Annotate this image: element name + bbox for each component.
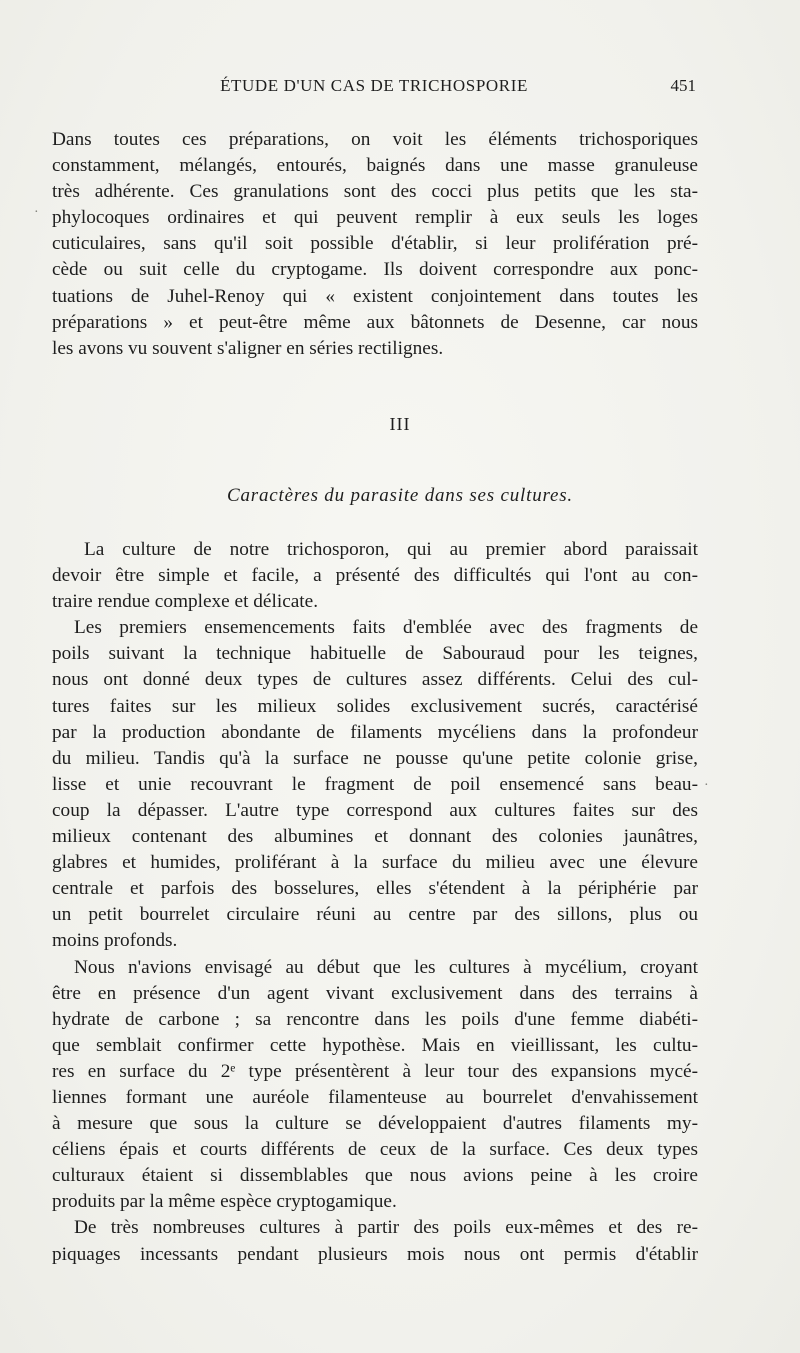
text-line: lisse et unie recouvrant le fragment de poil ensemencé sans beau- [52, 773, 698, 795]
text-line: poils suivant la technique habituelle de Sabouraud pour les teignes, [52, 643, 698, 665]
text-line: piquages incessants pendant plusieurs mois nous ont permis d'établir [52, 1243, 698, 1265]
running-title: ÉTUDE D'UN CAS DE TRICHOSPORIE [220, 76, 528, 95]
text-line: milieux contenant des albumines et donnant des colonies jaunâtres, [52, 826, 698, 848]
text-line: un petit bourrelet circulaire réuni au centre par des sillons, plus ou [52, 904, 698, 926]
section-number: III [389, 414, 411, 434]
text-line: res en surface du 2ᵉ type présentèrent à leur tour des expansions mycé- [52, 1060, 698, 1082]
page-number: 451 [670, 76, 696, 95]
text-line: nous ont donné deux types de cultures assez différents. Celui des cul- [52, 669, 698, 691]
text-line: Les premiers ensemencements faits d'emblée avec des fragments de [74, 617, 698, 639]
text-line: moins profonds. [52, 930, 178, 952]
text-line: glabres et humides, proliférant à la surface du milieu avec une élevure [52, 852, 698, 874]
text-line: culturaux étaient si dissemblables que nous avions peine à les croire [52, 1165, 698, 1187]
text-line: phylocoques ordinaires et qui peuvent remplir à eux seuls les loges [52, 207, 698, 229]
running-head [52, 76, 696, 102]
text-line: traire rendue complexe et délicate. [52, 591, 319, 613]
text-line: tures faites sur les milieux solides exclusivement sucrés, caractérisé [52, 695, 698, 717]
text-line: cède ou suit celle du cryptogame. Ils doivent correspondre aux ponc- [52, 259, 698, 281]
text-line: Nous n'avions envisagé au début que les cultures à mycélium, croyant [74, 956, 698, 978]
text-line: Dans toutes ces préparations, on voit les éléments trichosporiques [52, 129, 698, 150]
text-line: hydrate de carbone ; sa rencontre dans les poils d'une femme diabéti- [52, 1008, 698, 1030]
text-line: du milieu. Tandis qu'à la surface ne pousse qu'une petite colonie grise, [52, 747, 698, 769]
text-line: préparations » et peut-être même aux bâtonnets de Desenne, car nous [52, 311, 698, 333]
margin-speck: · [34, 205, 39, 220]
section-heading: Caractères du parasite dans ses cultures. [227, 485, 573, 506]
text-line: que semblait confirmer cette hypothèse. Mais en vieillissant, les cultu- [52, 1034, 698, 1056]
text-line: La culture de notre trichosporon, qui au premier abord paraissait [84, 539, 698, 560]
text-line: De très nombreuses cultures à partir des poils eux-mêmes et des re- [74, 1217, 698, 1239]
paragraph-2 [52, 537, 698, 1268]
paragraph-1 [52, 127, 698, 362]
text-line: à mesure que sous la culture se développaient d'autres filaments my- [52, 1113, 698, 1135]
text-line: liennes formant une auréole filamenteuse au bourrelet d'envahissement [52, 1086, 698, 1108]
text-line: coup la dépasser. L'autre type correspond aux cultures faites sur des [52, 799, 698, 821]
text-line: par la production abondante de filaments mycéliens dans la profondeur [52, 721, 698, 743]
text-line: constamment, mélangés, entourés, baignés dans une masse granuleuse [52, 155, 698, 177]
text-line: cuticulaires, sans qu'il soit possible d'établir, si leur prolifération pré- [52, 233, 698, 255]
text-line: centrale et parfois des bosselures, elles s'étendent à la périphérie par [52, 878, 698, 900]
text-line: tuations de Juhel-Renoy qui « existent conjointement dans toutes les [52, 285, 698, 307]
text-line: très adhérente. Ces granulations sont des cocci plus petits que les sta- [52, 181, 698, 203]
margin-speck: · [704, 778, 709, 793]
text-line: être en présence d'un agent vivant exclusivement dans des terrains à [52, 982, 698, 1004]
text-line: les avons vu souvent s'aligner en séries rectilignes. [52, 337, 444, 359]
text-line: devoir être simple et facile, a présenté des difficultés qui l'ont au con- [52, 565, 698, 587]
text-line: produits par la même espèce cryptogamique. [52, 1191, 397, 1213]
text-line: céliens épais et courts différents de ceux de la surface. Ces deux types [52, 1139, 698, 1161]
